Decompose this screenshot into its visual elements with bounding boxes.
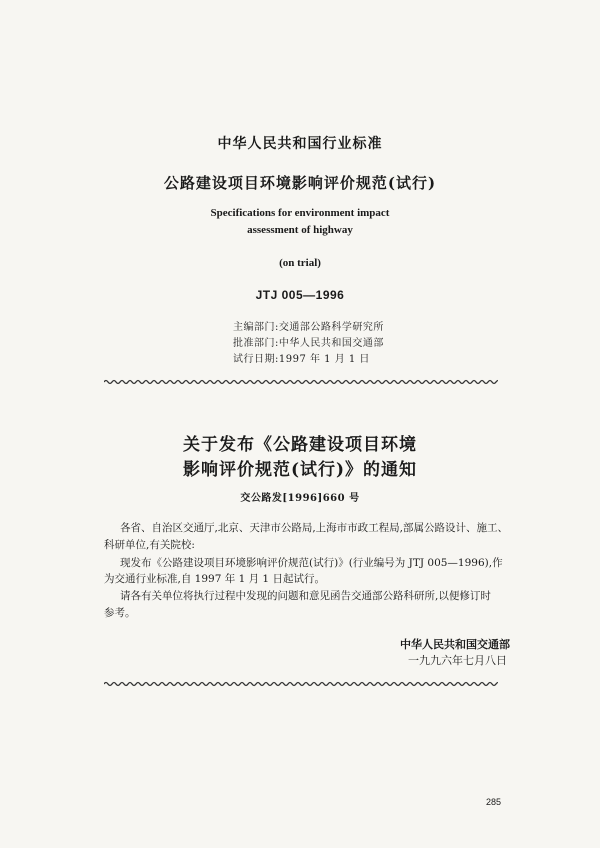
notice-paragraph: 现发布《公路建设项目环境影响评价规范(试行)》(行业编号为 JTJ 005—1996),作 xyxy=(120,557,503,569)
issue-date: 一九九六年七月八日 xyxy=(408,654,507,667)
notice-paragraph: 科研单位,有关院校: xyxy=(104,539,195,551)
meta-editor: 主编部门:交通部公路科学研究所 xyxy=(233,322,384,333)
notice-paragraph: 参考。 xyxy=(104,607,136,619)
notice-title-line2: 影响评价规范(试行)》的通知 xyxy=(182,460,418,480)
notice-paragraph: 为交通行业标准,自 1997 年 1 月 1 日起试行。 xyxy=(104,573,325,585)
meta-trial-date: 试行日期:1997 年 1 月 1 日 xyxy=(233,354,370,365)
wavy-divider-top xyxy=(104,378,498,386)
page-number: 285 xyxy=(486,797,502,807)
notice-paragraph: 各省、自治区交通厅,北京、天津市公路局,上海市市政工程局,部属公路设计、施工、 xyxy=(120,522,509,534)
document-title-en-line1: Specifications for environment impact xyxy=(210,207,390,219)
document-title-en-line2: assessment of highway xyxy=(247,224,353,236)
notice-document-number: 交公路发[1996]660 号 xyxy=(240,493,360,504)
issuer-signature: 中华人民共和国交通部 xyxy=(400,638,510,651)
notice-title-line1: 关于发布《公路建设项目环境 xyxy=(183,435,417,455)
standard-code: JTJ 005—1996 xyxy=(255,288,345,302)
trial-label: (on trial) xyxy=(279,257,321,269)
meta-approver: 批准部门:中华人民共和国交通部 xyxy=(233,338,384,349)
document-title-cn: 公路建设项目环境影响评价规范(试行) xyxy=(163,174,437,192)
standard-heading: 中华人民共和国行业标准 xyxy=(217,136,383,152)
notice-paragraph: 请各有关单位将执行过程中发现的问题和意见函告交通部公路科研所,以便修订时 xyxy=(120,590,491,602)
wavy-divider-bottom xyxy=(104,680,498,688)
